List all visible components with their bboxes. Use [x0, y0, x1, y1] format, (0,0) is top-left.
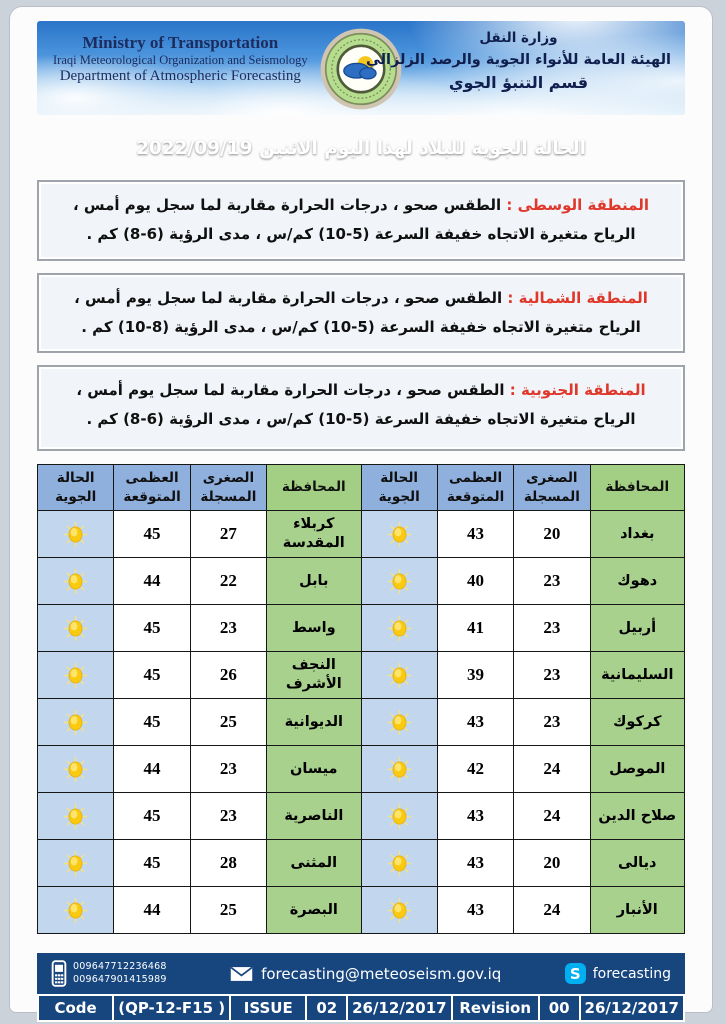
- revision-label: Revision: [453, 996, 540, 1020]
- governorate-cell: بغداد: [590, 511, 684, 558]
- governorate-cell: كركوك: [590, 699, 684, 746]
- weather-table-row: [38, 605, 685, 652]
- phone-number-2: 009647901415989: [73, 973, 167, 985]
- weather-table-row: [38, 746, 685, 793]
- region-report-southern: [37, 365, 685, 451]
- condition-cell: [38, 793, 114, 840]
- governorate-cell: الناصرية: [267, 793, 361, 840]
- header-min-recorded: الصغرى المسجلة: [190, 465, 266, 511]
- organization-name-en: Iraqi Meteorological Organization and Seismology: [53, 53, 308, 67]
- min-temp-cell: 23: [514, 605, 590, 652]
- weather-table-row: [38, 840, 685, 887]
- header-condition: الحالة الجوية: [361, 465, 437, 511]
- min-temp-cell: 23: [514, 558, 590, 605]
- governorate-cell: السليمانية: [590, 652, 684, 699]
- report-title: الحالة الجوية للبلاد لهذا اليوم الاثنين 2022/09/19: [136, 137, 586, 159]
- max-temp-cell: 42: [437, 746, 513, 793]
- condition-cell: [361, 605, 437, 652]
- min-temp-cell: 24: [514, 887, 590, 934]
- min-temp-cell: 23: [190, 793, 266, 840]
- skype-name: forecasting: [592, 965, 671, 982]
- department-name-ar: قسم التنبؤ الجوي: [448, 73, 589, 93]
- code-label: Code: [39, 996, 114, 1020]
- condition-cell: [361, 840, 437, 887]
- sun-icon: [386, 566, 413, 597]
- max-temp-cell: 45: [114, 652, 190, 699]
- min-temp-cell: 26: [190, 652, 266, 699]
- min-temp-cell: 25: [190, 699, 266, 746]
- ministry-arabic-block: [366, 28, 671, 96]
- max-temp-cell: 45: [114, 699, 190, 746]
- governorate-cell: ميسان: [267, 746, 361, 793]
- region-name: المنطقة الجنوبية :: [504, 381, 646, 399]
- condition-cell: [38, 699, 114, 746]
- sun-icon: [62, 566, 89, 597]
- governorate-cell: البصرة: [267, 887, 361, 934]
- min-temp-cell: 25: [190, 887, 266, 934]
- max-temp-cell: 43: [437, 699, 513, 746]
- condition-cell: [38, 605, 114, 652]
- min-temp-cell: 23: [514, 699, 590, 746]
- weather-table-row: [38, 558, 685, 605]
- sun-icon: [386, 754, 413, 785]
- max-temp-cell: 45: [114, 793, 190, 840]
- sun-icon: [62, 754, 89, 785]
- weather-table: [37, 464, 685, 934]
- weather-table-row: [38, 652, 685, 699]
- condition-cell: [361, 652, 437, 699]
- governorate-cell: الديوانية: [267, 699, 361, 746]
- header-max-expected: العظمى المتوقعة: [437, 465, 513, 511]
- sun-icon: [386, 848, 413, 879]
- skype-icon: S: [565, 963, 586, 984]
- governorate-cell: الموصل: [590, 746, 684, 793]
- max-temp-cell: 43: [437, 840, 513, 887]
- weather-table-row: [38, 699, 685, 746]
- region-text: الطقس صحو ، درجات الحرارة مقاربة لما سجل يوم أمس ، الرياح متغيرة الاتجاه خفيفة السرعة (5-10) كم/س ، مدى الرؤية (6-8) كم .: [76, 381, 636, 429]
- condition-cell: [361, 793, 437, 840]
- max-temp-cell: 44: [114, 746, 190, 793]
- code-value: (QP-12-F15 ): [114, 996, 231, 1020]
- sun-icon: [386, 613, 413, 644]
- sun-icon: [386, 895, 413, 926]
- governorate-cell: ديالى: [590, 840, 684, 887]
- report-title-bar: [37, 128, 685, 168]
- sun-icon: [62, 801, 89, 832]
- letterhead-banner: [37, 21, 685, 115]
- region-report-central: [37, 180, 685, 261]
- header-max-expected: العظمى المتوقعة: [114, 465, 190, 511]
- ministry-english-block: [53, 33, 308, 85]
- min-temp-cell: 23: [514, 652, 590, 699]
- region-text: الطقس صحو ، درجات الحرارة مقاربة لما سجل يوم أمس ، الرياح متغيرة الاتجاه خفيفة السرعة (5-10) كم/س ، مدى الرؤية (6-8) كم .: [73, 196, 636, 244]
- min-temp-cell: 23: [190, 746, 266, 793]
- sun-icon: [386, 519, 413, 550]
- max-temp-cell: 45: [114, 605, 190, 652]
- condition-cell: [38, 746, 114, 793]
- organization-name-ar: الهيئة العامة للأنواء الجوية والرصد الزلزالي: [365, 51, 671, 68]
- header-governorate: المحافظة: [590, 465, 684, 511]
- governorate-cell: واسط: [267, 605, 361, 652]
- issue-date: 26/12/2017: [348, 996, 452, 1020]
- min-temp-cell: 22: [190, 558, 266, 605]
- sun-icon: [386, 660, 413, 691]
- max-temp-cell: 44: [114, 887, 190, 934]
- governorate-cell: كربلاء المقدسة: [267, 511, 361, 558]
- min-temp-cell: 28: [190, 840, 266, 887]
- condition-cell: [38, 652, 114, 699]
- issue-label: ISSUE: [231, 996, 307, 1020]
- max-temp-cell: 40: [437, 558, 513, 605]
- min-temp-cell: 24: [514, 793, 590, 840]
- department-name-en: Department of Atmospheric Forecasting: [59, 68, 301, 84]
- sun-icon: [62, 707, 89, 738]
- min-temp-cell: 27: [190, 511, 266, 558]
- sun-icon: [62, 848, 89, 879]
- condition-cell: [361, 699, 437, 746]
- condition-cell: [361, 887, 437, 934]
- min-temp-cell: 23: [190, 605, 266, 652]
- sun-icon: [62, 613, 89, 644]
- min-temp-cell: 20: [514, 511, 590, 558]
- min-temp-cell: 20: [514, 840, 590, 887]
- header-governorate: المحافظة: [267, 465, 361, 511]
- revision-number: 00: [540, 996, 581, 1020]
- governorate-cell: النجف الأشرف: [267, 652, 361, 699]
- weather-table-row: [38, 887, 685, 934]
- sun-icon: [386, 801, 413, 832]
- header-condition: الحالة الجوية: [38, 465, 114, 511]
- sun-icon: [62, 660, 89, 691]
- header-min-recorded: الصغرى المسجلة: [514, 465, 590, 511]
- max-temp-cell: 45: [114, 511, 190, 558]
- region-name: المنطقة الوسطى :: [501, 196, 649, 214]
- max-temp-cell: 41: [437, 605, 513, 652]
- governorate-cell: صلاح الدين: [590, 793, 684, 840]
- governorate-cell: الأنبار: [590, 887, 684, 934]
- condition-cell: [38, 511, 114, 558]
- weather-table-row: [38, 793, 685, 840]
- governorate-cell: بابل: [267, 558, 361, 605]
- mobile-phone-icon: [51, 960, 67, 987]
- region-report-northern: [37, 273, 685, 354]
- footer: [37, 953, 685, 1022]
- ministry-name-ar: وزارة النقل: [479, 30, 558, 46]
- weather-table-body: [38, 465, 685, 934]
- sun-icon: [62, 895, 89, 926]
- min-temp-cell: 24: [514, 746, 590, 793]
- condition-cell: [361, 511, 437, 558]
- skype-contact: [565, 963, 671, 984]
- email-contact: [230, 965, 501, 983]
- max-temp-cell: 45: [114, 840, 190, 887]
- ministry-name-en: Ministry of Transportation: [82, 33, 279, 52]
- contact-bar: [37, 953, 685, 994]
- issue-number: 02: [307, 996, 348, 1020]
- condition-cell: [38, 840, 114, 887]
- condition-cell: [361, 746, 437, 793]
- condition-cell: [38, 558, 114, 605]
- sun-icon: [62, 519, 89, 550]
- revision-date: 26/12/2017: [584, 999, 679, 1017]
- governorate-cell: أربيل: [590, 605, 684, 652]
- region-name: المنطقة الشمالية :: [502, 288, 648, 307]
- max-temp-cell: 44: [114, 558, 190, 605]
- condition-cell: [38, 887, 114, 934]
- max-temp-cell: 43: [437, 793, 513, 840]
- document-page: [10, 7, 712, 1017]
- weather-table-row: [38, 511, 685, 558]
- region-text: الطقس صحو ، درجات الحرارة مقاربة لما سجل يوم أمس ، الرياح متغيرة الاتجاه خفيفة السرعة (5-10) كم/س ، مدى الرؤية (8-10) كم .: [74, 288, 641, 336]
- phone-contact: [51, 960, 167, 987]
- max-temp-cell: 43: [437, 887, 513, 934]
- document-code-row: [37, 994, 685, 1022]
- envelope-icon: [230, 966, 253, 982]
- governorate-cell: المثنى: [267, 840, 361, 887]
- governorate-cell: دهوك: [590, 558, 684, 605]
- sun-icon: [386, 707, 413, 738]
- phone-number-1: 009647712236468: [73, 960, 167, 972]
- weather-table-header-row: [38, 465, 685, 511]
- max-temp-cell: 43: [437, 511, 513, 558]
- max-temp-cell: 39: [437, 652, 513, 699]
- condition-cell: [361, 558, 437, 605]
- email-address[interactable]: forecasting@meteoseism.gov.iq: [261, 964, 502, 983]
